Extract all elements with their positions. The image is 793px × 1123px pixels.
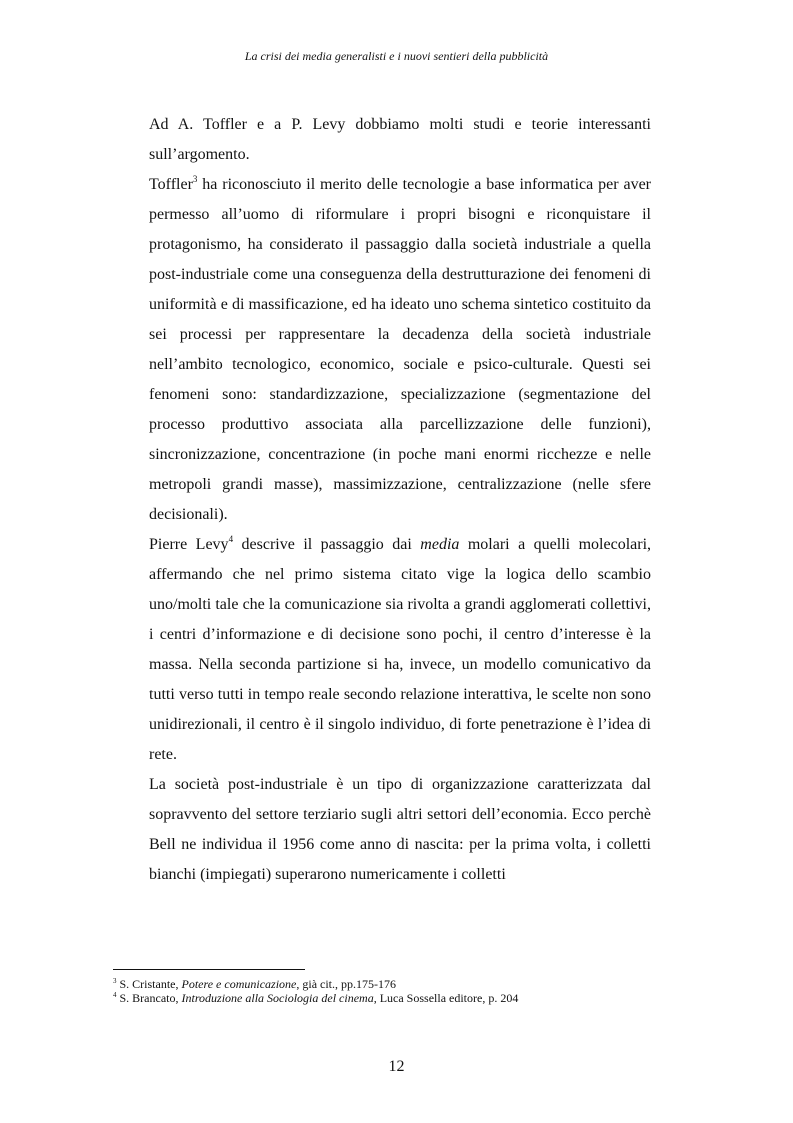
footnote-ref-4[interactable]: 4 xyxy=(228,533,234,544)
footnote-number: 4 xyxy=(113,991,117,999)
footnote-separator xyxy=(113,969,305,970)
paragraph-4: La società post-industriale è un tipo di organizzazione caratterizzata dal sopravvento del settore terziario sugli altri settori dell’economia. Ecco perchè Bell ne individua il 1956 come anno di nascita: per la prima volta, i colletti bianchi (impiegati) superarono numericamente i colletti xyxy=(149,776,651,883)
paragraph-3 xyxy=(149,530,651,770)
running-header: La crisi dei media generalisti e i nuovi sentieri della pubblicità xyxy=(244,49,549,63)
footnote-author: S. Brancato, xyxy=(116,991,182,1005)
footnote-title: Potere e comunicazione xyxy=(181,977,297,991)
paragraph-3-text: molari a quelli molecolari, affermando che nel primo sistema citato vige la logica dello scambio uno/molti tale che la comunicazione sia rivolta a grandi agglomerati collettivi, i centri d’informazione e di decisione sono pochi, il centro d’interesse è la massa. Nella seconda partizione si ha, invece, un modello comunicativo da tutti verso tutti in tempo reale secondo relazione interattiva, le scelte non sono unidirezionali, il centro è il singolo individuo, di forte penetrazione è l’idea di rete. xyxy=(149,536,652,763)
body-text xyxy=(149,110,651,890)
author-name-toffler: Toffler xyxy=(149,176,193,193)
footnote-details: , Luca Sossella editore, p. 204 xyxy=(373,991,519,1005)
footnote-title: Introduzione alla Sociologia del cinema xyxy=(181,991,374,1005)
footnote-ref-3[interactable]: 3 xyxy=(192,173,198,184)
footnote-author: S. Cristante, xyxy=(116,977,182,991)
paragraph-2-text: ha riconosciuto il merito delle tecnologie a base informatica per aver permesso all’uomo di riformulare i propri bisogni e riconquistare il protagonismo, ha considerato il passaggio dalla società industriale a quella post-industriale come una conseguenza della destrutturazione dei fenomeni di uniformità e di massificazione, ed ha ideato uno schema sintetico costituito da sei processi per rappresentare la decadenza della società industriale nell’ambito tecnologico, economico, sociale e psico-culturale. Questi sei fenomeni sono: standardizzazione, specializzazione (segmentazione del processo produttivo associata alla parcellizzazione delle funzioni), sincronizzazione, concentrazione (in poche mani enormi ricchezze e nelle metropoli grandi masse), massimizzazione, centralizzazione (nelle sfere decisionali). xyxy=(149,176,651,523)
footnote-3 xyxy=(113,977,673,991)
italic-term-media: media xyxy=(420,536,460,553)
page-number: 12 xyxy=(388,1058,405,1075)
paragraph-3-intro: descrive il passaggio dai xyxy=(233,536,421,553)
author-name-levy: Pierre Levy xyxy=(149,536,229,553)
paragraph-2 xyxy=(149,170,651,530)
footnotes xyxy=(113,977,673,1005)
footnote-number: 3 xyxy=(113,977,117,985)
paragraph-1: Ad A. Toffler e a P. Levy dobbiamo molti studi e teorie interessanti sull’argomento. xyxy=(149,116,651,163)
footnote-details: , già cit., pp.175-176 xyxy=(296,977,397,991)
footnote-4 xyxy=(113,991,673,1005)
